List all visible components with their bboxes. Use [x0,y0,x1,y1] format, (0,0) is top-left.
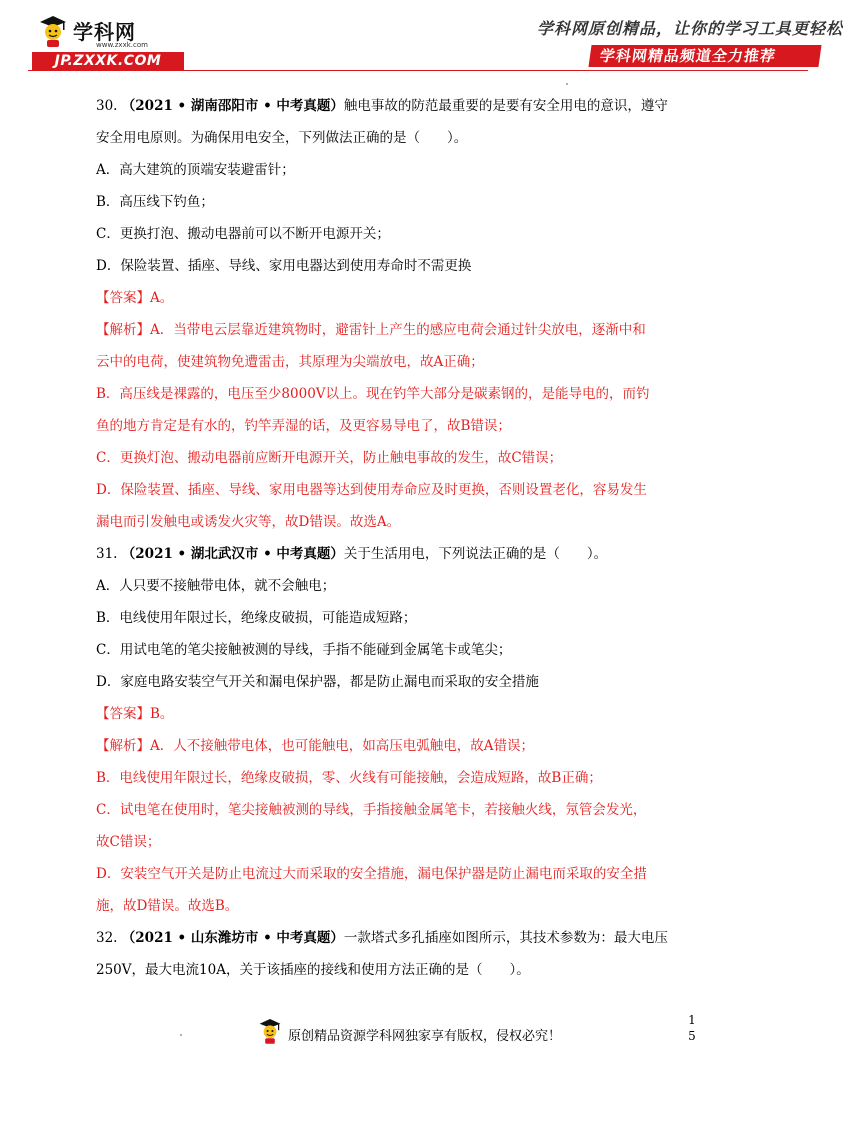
answer-label: 【答案】B。 [96,706,174,722]
question-30 [96,96,706,532]
analysis-line: 漏电而引发触电或诱发火灾等，故D错误。故选A。 [96,514,401,530]
analysis-line: 故C错误； [96,834,161,850]
analysis-line: 云中的电荷，使建筑物免遭雷击，其原理为尖端放电，故A正确； [96,354,484,370]
page-footer [258,1017,598,1047]
question-text: 一款塔式多孔插座如图所示，其技术参数为：最大电压 [343,930,668,946]
copyright-notice: 原创精品资源学科网独家享有版权，侵权必究！ [288,1029,562,1044]
question-text: 触电事故的防范最重要的是要有安全用电的意识，遵守 [343,98,668,114]
question-text: 关于生活用电，下列说法正确的是（ ）。 [343,546,608,562]
graduate-mascot-icon [38,14,68,48]
question-text: 安全用电原则。为确保用电安全，下列做法正确的是（ ）。 [96,130,468,146]
header-divider [28,70,808,71]
question-number: 31. [96,546,118,562]
page-number [686,1012,698,1044]
speck [566,83,568,85]
channel-banner: 学科网精品频道全力推荐 [588,45,821,67]
question-stem [96,928,706,948]
option-a: A．高大建筑的顶端安装避雷针； [96,162,295,178]
analysis-line: D．安装空气开关是防止电流过大而采取的安全措施，漏电保护器是防止漏电而采取的安全措 [96,866,647,882]
analysis-line: B．电线使用年限过长，绝缘皮破损，零、火线有可能接触，会造成短路，故B正确； [96,770,602,786]
analysis-line: D．保险装置、插座、导线、家用电器等达到使用寿命应及时更换，否则设置老化，容易发生 [96,482,647,498]
document-body [96,96,706,980]
option-b: B．高压线下钓鱼； [96,194,214,210]
question-source: （2021 • 湖北武汉市 • 中考真题） [121,546,344,562]
question-31 [96,544,706,916]
graduate-mascot-icon [258,1017,282,1045]
option-b: B．电线使用年限过长，绝缘皮破损，可能造成短路； [96,610,417,626]
analysis-line: C．试电笔在使用时，笔尖接触被测的导线，手指接触金属笔卡，若接触火线，氖管会发光， [96,802,647,818]
logo-domain-bar: JP.ZXXK.COM [32,52,184,70]
analysis-line: C．更换灯泡、搬动电器前应断开电源开关，防止触电事故的发生，故C错误； [96,450,563,466]
question-number: 30. [96,98,118,114]
question-stem [96,544,706,564]
logo-text: 学科网 [73,20,136,44]
question-number: 32. [96,930,118,946]
option-d: D．家庭电路安装空气开关和漏电保护器，都是防止漏电而采取的安全措施 [96,674,539,690]
analysis-line: 【解析】A．当带电云层靠近建筑物时，避雷针上产生的感应电荷会通过针尖放电，逐渐中和 [96,322,646,338]
option-c: C．更换打泡、搬动电器前可以不断开电源开关； [96,226,390,242]
speck [180,1034,182,1036]
option-c: C．用试电笔的笔尖接触被测的导线，手指不能碰到金属笔卡或笔尖； [96,642,512,658]
page-number-top: 1 [688,1013,696,1027]
logo-url: www.zxxk.com [96,41,148,49]
analysis-line: B．高压线是裸露的，电压至少8000V以上。现在钓竿大部分是碳素钢的，是能导电的，而钓 [96,386,650,402]
answer-label: 【答案】A。 [96,290,174,306]
option-d: D．保险装置、插座、导线、家用电器达到使用寿命时不需更换 [96,258,472,274]
question-stem [96,96,706,116]
page-number-bottom: 5 [688,1029,696,1043]
analysis-line: 【解析】A．人不接触带电体，也可能触电，如高压电弧触电，故A错误； [96,738,534,754]
header-slogan: 学科网原创精品，让你的学习工具更轻松 [537,19,843,38]
question-32 [96,928,706,980]
question-source: （2021 • 山东潍坊市 • 中考真题） [121,930,344,946]
option-a: A．人只要不接触带电体，就不会触电； [96,578,336,594]
analysis-line: 鱼的地方肯定是有水的，钓竿弄湿的话，及更容易导电了，故B错误； [96,418,511,434]
question-source: （2021 • 湖南邵阳市 • 中考真题） [121,98,344,114]
zxxk-logo[interactable] [28,14,193,74]
analysis-line: 施，故D错误。故选B。 [96,898,239,914]
question-text: 250V，最大电流10A，关于该插座的接线和使用方法正确的是（ ）。 [96,962,530,978]
page-header [0,0,843,80]
